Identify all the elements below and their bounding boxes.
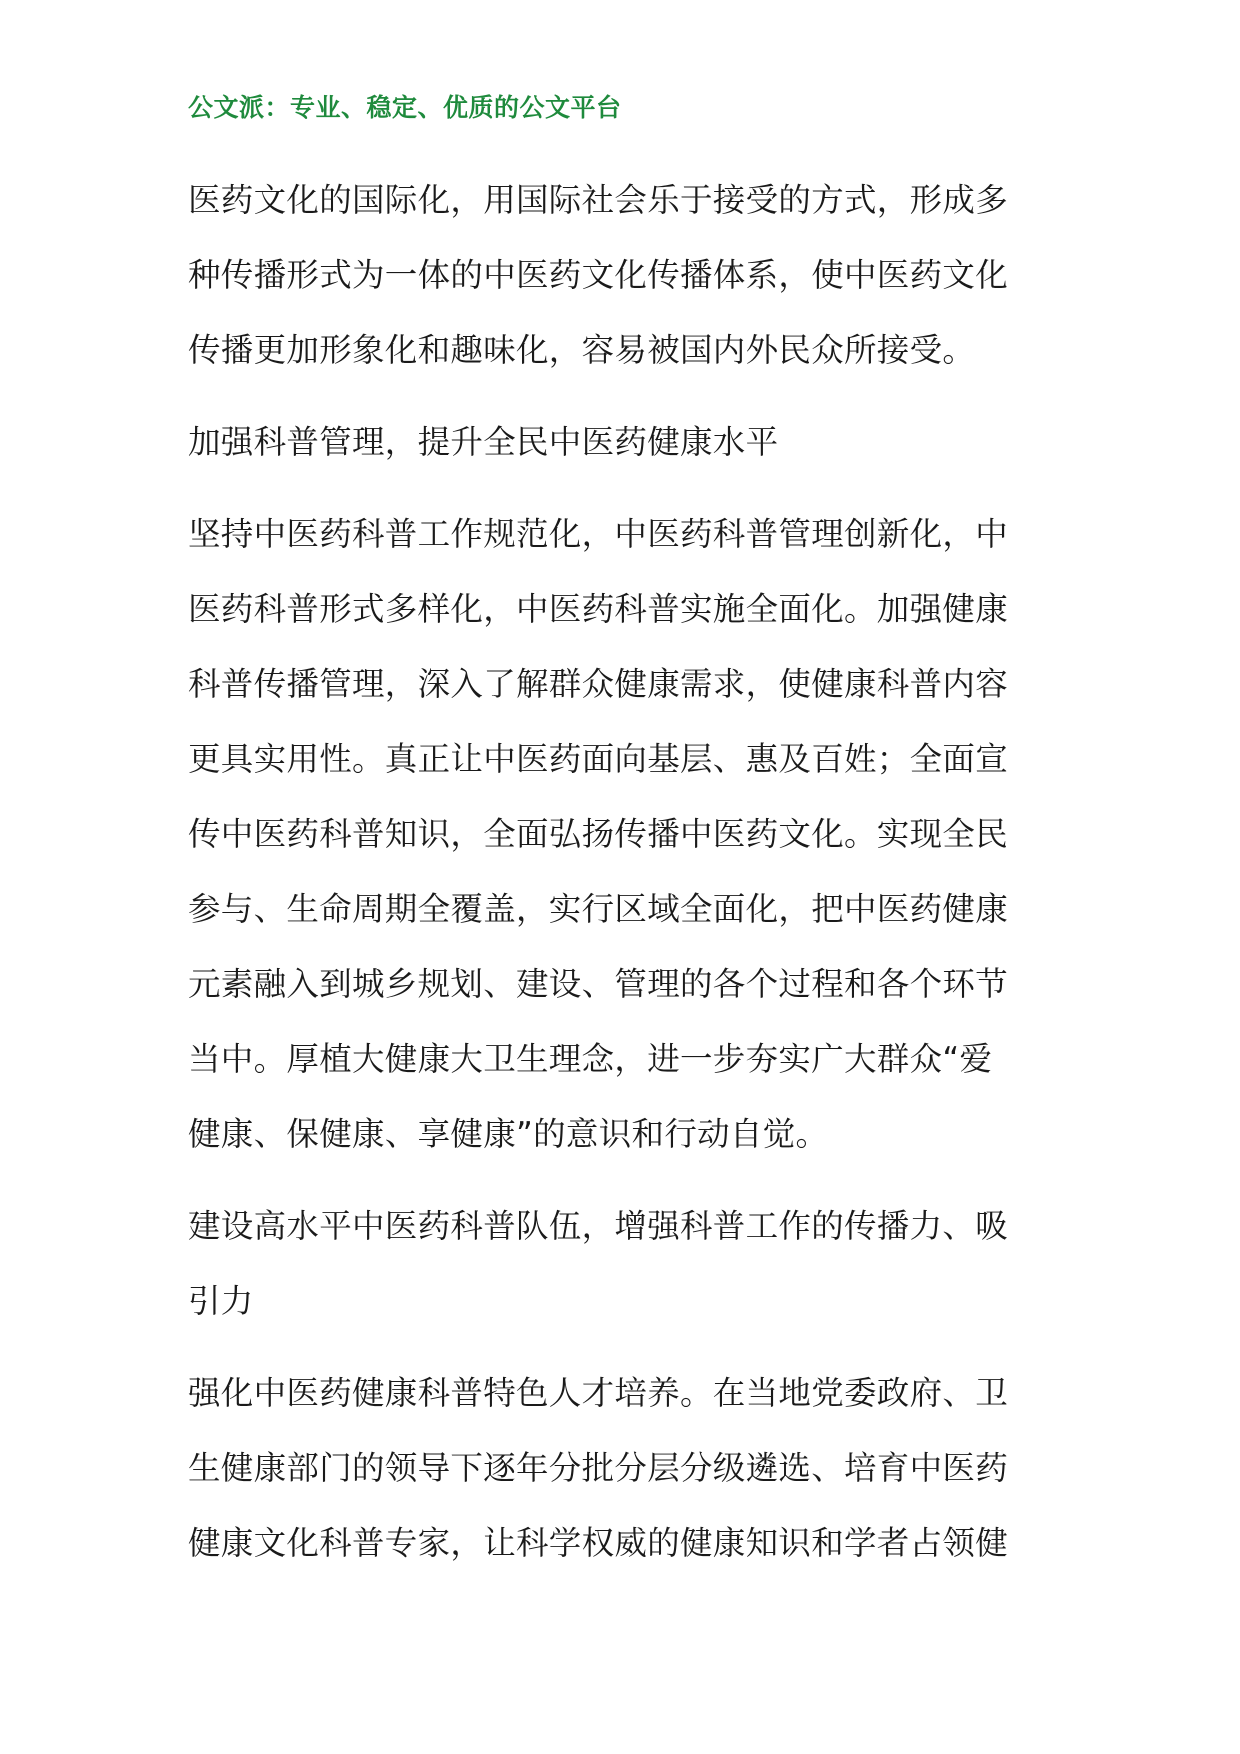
text-line: 生健康部门的领导下逐年分批分层分级遴选、培育中医药 <box>188 1449 1009 1487</box>
text-line: 科普传播管理，深入了解群众健康需求，使健康科普内容 <box>188 665 1009 703</box>
text-line: 坚持中医药科普工作规范化，中医药科普管理创新化，中 <box>188 515 1009 553</box>
paragraph-1 <box>188 163 1058 388</box>
section-heading-2 <box>188 1189 1058 1339</box>
text-line: 医药文化的国际化，用国际社会乐于接受的方式，形成多 <box>188 181 1009 219</box>
text-line: 传中医药科普知识，全面弘扬传播中医药文化。实现全民 <box>188 815 1009 853</box>
text-line: 引力 <box>188 1282 254 1320</box>
text-line: 参与、生命周期全覆盖，实行区域全面化，把中医药健康 <box>188 890 1009 928</box>
text-line: 加强科普管理，提升全民中医药健康水平 <box>188 423 779 461</box>
text-line: 种传播形式为一体的中医药文化传播体系，使中医药文化 <box>188 256 1009 294</box>
text-line: 健康、保健康、享健康”的意识和行动自觉。 <box>188 1115 829 1153</box>
text-line: 当中。厚植大健康大卫生理念，进一步夯实广大群众“爱 <box>188 1040 993 1078</box>
document-body <box>188 163 1058 1598</box>
page-header: 公文派：专业、稳定、优质的公文平台 <box>188 93 622 122</box>
text-line: 强化中医药健康科普特色人才培养。在当地党委政府、卫 <box>188 1374 1009 1412</box>
paragraph-3 <box>188 1356 1058 1581</box>
text-line: 元素融入到城乡规划、建设、管理的各个过程和各个环节 <box>188 965 1009 1003</box>
paragraph-2 <box>188 497 1058 1172</box>
text-line: 健康文化科普专家，让科学权威的健康知识和学者占领健 <box>188 1524 1009 1562</box>
text-line: 更具实用性。真正让中医药面向基层、惠及百姓；全面宣 <box>188 740 1009 778</box>
section-heading-1 <box>188 405 1058 480</box>
text-line: 建设高水平中医药科普队伍，增强科普工作的传播力、吸 <box>188 1207 1009 1245</box>
text-line: 传播更加形象化和趣味化，容易被国内外民众所接受。 <box>188 331 976 369</box>
text-line: 医药科普形式多样化，中医药科普实施全面化。加强健康 <box>188 590 1009 628</box>
